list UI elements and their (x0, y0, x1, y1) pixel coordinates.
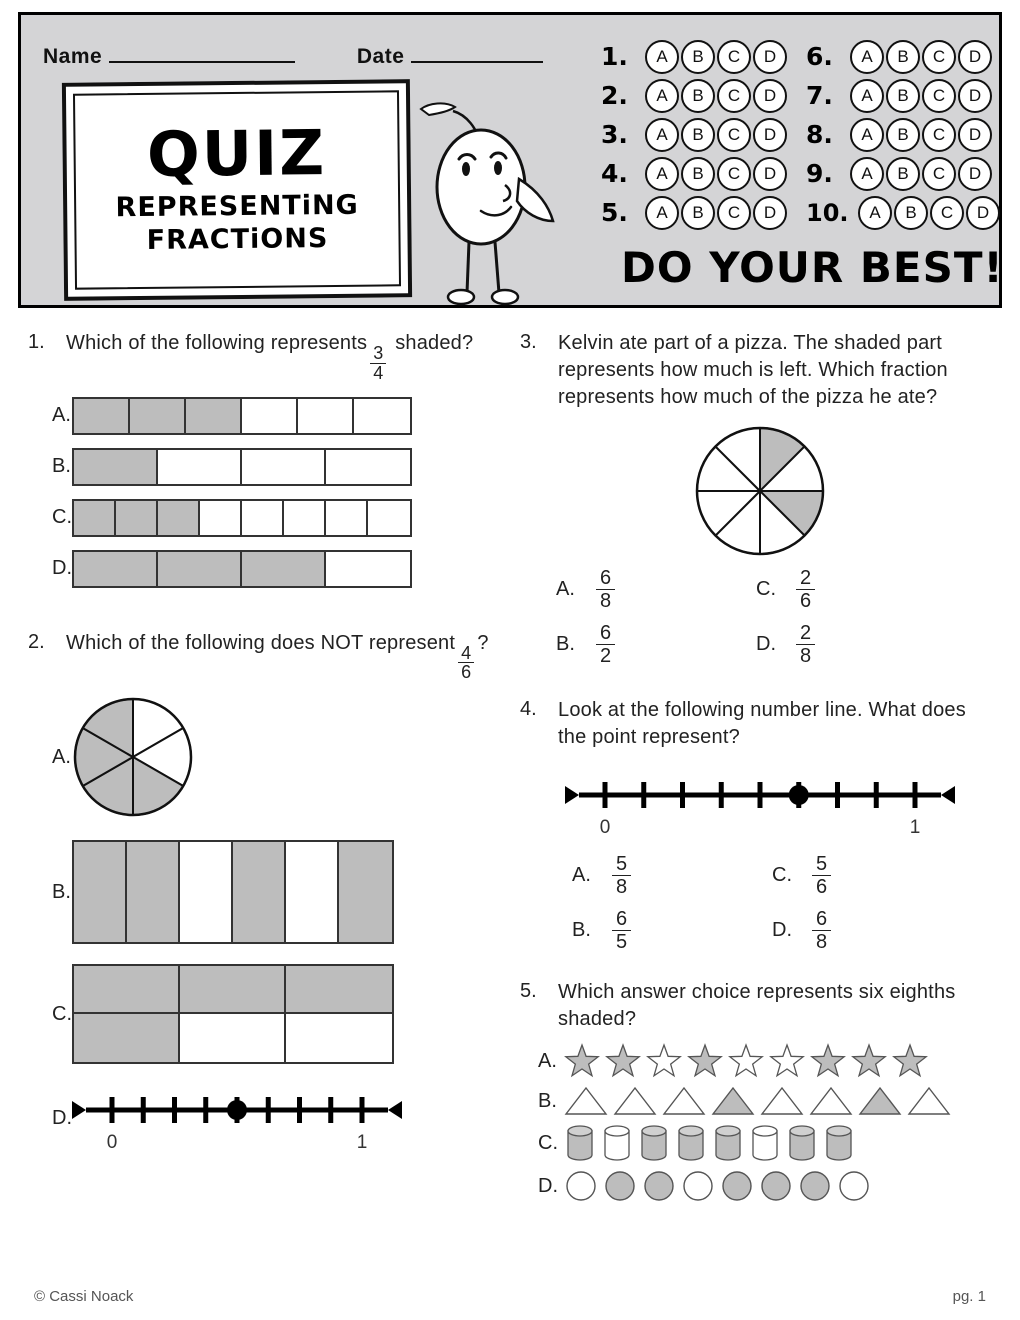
option-label-b: B. (52, 455, 71, 478)
bubble-row-number: 3. (601, 120, 628, 149)
circle-icon (603, 1169, 637, 1203)
bubble-3-D[interactable]: D (753, 118, 787, 152)
bubble-4-A[interactable]: A (645, 157, 679, 191)
fraction-6-8 (596, 567, 615, 612)
option-label-a: A. (52, 745, 71, 768)
bubble-5-D[interactable]: D (753, 196, 787, 230)
option-row[interactable] (28, 397, 498, 435)
fraction-denominator: 8 (596, 589, 615, 612)
bubble-row-number: 2. (601, 81, 628, 110)
question-2-number: 2. (28, 630, 45, 653)
option-label-d: D. (52, 557, 72, 580)
question-5-number: 5. (520, 980, 537, 1002)
question-5-options (520, 1043, 1000, 1203)
bar-cell (158, 450, 242, 484)
question-4-options (520, 853, 1000, 953)
option-label-c: C. (772, 864, 792, 886)
star-icon (892, 1043, 928, 1079)
bubble-row-8[interactable] (806, 118, 1011, 152)
bar-cell (326, 450, 410, 484)
bar-cell (242, 450, 326, 484)
bubble-8-C[interactable]: C (922, 118, 956, 152)
question-4-number: 4. (520, 698, 537, 720)
column-model-b[interactable] (72, 840, 394, 944)
option-label-d: D. (756, 633, 776, 655)
axis-tick-label: 0 (106, 1132, 118, 1153)
bubble-3-A[interactable]: A (645, 118, 679, 152)
answer-bubble-sheet[interactable] (601, 37, 1013, 235)
column-cell (74, 842, 127, 942)
option-label-d: D. (538, 1174, 558, 1197)
cylinder-icon (638, 1123, 670, 1163)
triangle-icon (613, 1085, 657, 1117)
option-b[interactable] (556, 622, 756, 667)
option-label-b: B. (556, 633, 575, 655)
bubble-row-number: 1. (601, 42, 628, 71)
cylinder-icon (786, 1123, 818, 1163)
fraction-denominator: 5 (612, 930, 631, 953)
bar-cell (200, 501, 242, 535)
date-label: Date (356, 45, 405, 68)
pie-model-a[interactable] (72, 696, 194, 818)
grid-cell (74, 966, 180, 1014)
option-a[interactable] (572, 853, 772, 898)
bubble-10-A[interactable]: A (858, 196, 892, 230)
bubble-row-number: 8. (806, 120, 833, 149)
bar-cell (74, 450, 158, 484)
star-icon (851, 1043, 887, 1079)
option-label-c: C. (756, 578, 776, 600)
option-label-c: C. (538, 1131, 558, 1154)
question-5 (520, 979, 1000, 1203)
question-2-options (28, 696, 498, 1152)
triangle-icon (907, 1085, 951, 1117)
pie-chart (72, 696, 194, 818)
option-d[interactable] (756, 622, 956, 667)
bubble-6-D[interactable]: D (958, 40, 992, 74)
fraction-denominator: 8 (612, 875, 631, 898)
bar-cell (186, 399, 242, 433)
page-footer (34, 1288, 986, 1305)
fraction-numerator: 2 (800, 622, 812, 644)
question-1-fraction (370, 344, 386, 383)
bar-cell (284, 501, 326, 535)
question-1-text (66, 330, 473, 383)
bubble-3-B[interactable]: B (681, 118, 715, 152)
circle-icon (681, 1169, 715, 1203)
question-2-stem-after: ? (477, 631, 489, 654)
bubble-8-D[interactable]: D (958, 118, 992, 152)
circle-icon (798, 1169, 832, 1203)
option-label-a: A. (52, 404, 71, 427)
column-cell (127, 842, 180, 942)
bubble-row-5[interactable] (601, 196, 806, 230)
option-row[interactable] (520, 1085, 1000, 1117)
bar-cell (158, 552, 242, 586)
fraction-numerator: 6 (616, 908, 628, 930)
bubble-row-3[interactable] (601, 118, 806, 152)
bubble-9-A[interactable]: A (850, 157, 884, 191)
encouragement-text: DO YOUR BEST! (621, 243, 1004, 292)
option-label-b: B. (572, 919, 591, 941)
column-cell (339, 842, 392, 942)
fraction-2-6 (796, 567, 815, 612)
triangle-icon (760, 1085, 804, 1117)
star-icon (605, 1043, 641, 1079)
question-5-text: Which answer choice represents six eighths shaded? (558, 981, 956, 1030)
copyright-text: © Cassi Noack (34, 1288, 134, 1305)
pizza-pie-figure (694, 425, 826, 557)
bar-cell (326, 552, 410, 586)
star-icon (769, 1043, 805, 1079)
fraction-6-8 (812, 908, 831, 953)
bar-cell (74, 399, 130, 433)
bubble-2-D[interactable]: D (753, 79, 787, 113)
option-row[interactable] (28, 964, 498, 1064)
bubble-7-A[interactable]: A (850, 79, 884, 113)
option-label-d: D. (52, 1106, 72, 1129)
bubble-6-C[interactable]: C (922, 40, 956, 74)
pie-chart (694, 425, 826, 557)
option-d[interactable] (772, 908, 972, 953)
grid-cell (286, 966, 392, 1014)
option-c[interactable] (772, 853, 972, 898)
star-icon (687, 1043, 723, 1079)
option-b[interactable] (572, 908, 772, 953)
column-cell (286, 842, 339, 942)
triangle-row[interactable] (564, 1085, 951, 1117)
bubble-row-2[interactable] (601, 79, 806, 113)
bubble-row-6[interactable] (806, 40, 1011, 74)
bubble-8-B[interactable]: B (886, 118, 920, 152)
right-question-column (520, 330, 1000, 1216)
question-1-options (28, 397, 498, 588)
fraction-numerator: 6 (816, 908, 828, 930)
mascot-character-icon (419, 95, 579, 310)
option-label-d: D. (772, 919, 792, 941)
bubble-row-number: 7. (806, 81, 833, 110)
page-number: pg. 1 (952, 1288, 986, 1305)
circle-icon (837, 1169, 871, 1203)
fraction-denominator: 8 (796, 644, 815, 667)
question-4 (520, 697, 1000, 953)
question-2 (28, 630, 498, 1153)
bubble-4-B[interactable]: B (681, 157, 715, 191)
grid-cell (74, 1014, 180, 1062)
question-3 (520, 330, 1000, 667)
number-line (72, 1084, 402, 1152)
bar-cell (158, 501, 200, 535)
bubble-3-C[interactable]: C (717, 118, 751, 152)
number-line-figure (565, 769, 955, 837)
circle-icon (720, 1169, 754, 1203)
bubble-8-A[interactable]: A (850, 118, 884, 152)
fraction-numerator: 3 (373, 342, 384, 363)
fraction-6-2 (596, 622, 615, 667)
bubble-6-A[interactable]: A (850, 40, 884, 74)
bubble-6-B[interactable]: B (886, 40, 920, 74)
arrow-icon (388, 1101, 402, 1119)
option-row[interactable] (520, 1123, 1000, 1163)
arrow-icon (941, 786, 955, 804)
bar-cell (326, 501, 368, 535)
question-1 (28, 330, 498, 588)
fraction-denominator: 2 (596, 644, 615, 667)
cylinder-icon (564, 1123, 596, 1163)
bubble-9-C[interactable]: C (922, 157, 956, 191)
grid-cell (180, 966, 286, 1014)
fraction-numerator: 4 (461, 642, 472, 663)
fraction-2-8 (796, 622, 815, 667)
option-label-a: A. (556, 578, 575, 600)
question-2-fraction (458, 644, 474, 683)
name-date-line (43, 45, 543, 69)
option-label-b: B. (52, 880, 71, 903)
bubble-2-B[interactable]: B (681, 79, 715, 113)
question-3-text: Kelvin ate part of a pizza. The shaded part represents how much is left. Which fraction represents how much of the pizza he ate? (558, 332, 948, 408)
question-2-stem: Which of the following does NOT represent (66, 631, 456, 654)
option-row[interactable] (28, 550, 498, 588)
circle-icon (642, 1169, 676, 1203)
fraction-numerator: 6 (600, 622, 612, 644)
grid-model-c[interactable] (72, 964, 394, 1064)
grid-cell (180, 1014, 286, 1062)
fraction-denominator: 8 (812, 930, 831, 953)
bubble-5-A[interactable]: A (645, 196, 679, 230)
name-label: Name (43, 45, 103, 68)
bubble-row-number: 10. (806, 198, 849, 227)
number-line (565, 769, 955, 837)
star-icon (646, 1043, 682, 1079)
fraction-numerator: 6 (600, 567, 612, 589)
bubble-2-A[interactable]: A (645, 79, 679, 113)
arrow-icon (72, 1101, 86, 1119)
star-icon (728, 1043, 764, 1079)
bubble-7-C[interactable]: C (922, 79, 956, 113)
cylinder-icon (675, 1123, 707, 1163)
circle-icon (759, 1169, 793, 1203)
bar-cell (354, 399, 410, 433)
option-row[interactable] (520, 1169, 1000, 1203)
quiz-title: QUIZ (146, 116, 327, 192)
bubble-5-C[interactable]: C (717, 196, 751, 230)
option-row[interactable] (28, 448, 498, 486)
bubble-1-C[interactable]: C (717, 40, 751, 74)
bubble-row-number: 9. (806, 159, 833, 188)
bar-cell (74, 501, 116, 535)
option-label-c: C. (52, 1002, 72, 1025)
question-4-text: Look at the following number line. What does the point represent? (558, 699, 966, 748)
question-3-number: 3. (520, 331, 537, 353)
bubble-9-B[interactable]: B (886, 157, 920, 191)
bar-cell (116, 501, 158, 535)
cylinder-row[interactable] (564, 1123, 855, 1163)
bar-cell (242, 552, 326, 586)
triangle-icon (858, 1085, 902, 1117)
bar-cell (74, 552, 158, 586)
fraction-5-8 (612, 853, 631, 898)
fraction-denominator: 6 (458, 662, 474, 682)
bubble-row-number: 6. (806, 42, 833, 71)
option-a[interactable] (556, 567, 756, 612)
circle-row[interactable] (564, 1169, 871, 1203)
bar-cell (298, 399, 354, 433)
question-4-figure (520, 769, 1000, 837)
fraction-denominator: 6 (796, 589, 815, 612)
plotted-point (227, 1100, 247, 1120)
option-row[interactable] (28, 1084, 498, 1152)
bubble-7-B[interactable]: B (886, 79, 920, 113)
bubble-9-D[interactable]: D (958, 157, 992, 191)
plotted-point (789, 785, 809, 805)
bar-model-a[interactable] (72, 397, 412, 435)
question-1-stem-after: shaded? (395, 332, 474, 354)
bar-model-d[interactable] (72, 550, 412, 588)
bar-cell (130, 399, 186, 433)
number-line-d[interactable] (72, 1084, 402, 1152)
bubble-1-A[interactable]: A (645, 40, 679, 74)
triangle-icon (564, 1085, 608, 1117)
axis-tick-label: 1 (356, 1132, 368, 1153)
bubble-row-number: 4. (601, 159, 628, 188)
option-label-b: B. (538, 1089, 557, 1112)
option-label-c: C. (52, 506, 72, 529)
bar-cell (242, 501, 284, 535)
arrow-icon (565, 786, 579, 804)
bubble-1-B[interactable]: B (681, 40, 715, 74)
bar-cell (242, 399, 298, 433)
quiz-subtitle-line1: REPRESENTiNG (115, 189, 359, 224)
option-row[interactable] (28, 696, 498, 818)
bubble-10-C[interactable]: C (930, 196, 964, 230)
bubble-1-D[interactable]: D (753, 40, 787, 74)
star-row[interactable] (564, 1043, 928, 1079)
question-3-figure (520, 425, 1000, 557)
bubble-10-D[interactable]: D (966, 196, 1000, 230)
bubble-5-B[interactable]: B (681, 196, 715, 230)
left-question-column (28, 330, 498, 1165)
fraction-6-5 (612, 908, 631, 953)
question-2-text (66, 630, 489, 683)
fraction-numerator: 5 (616, 853, 628, 875)
grid-cell (286, 1014, 392, 1062)
bubble-row-4[interactable] (601, 157, 806, 191)
star-icon (564, 1043, 600, 1079)
fraction-denominator: 4 (370, 363, 386, 383)
option-label-a: A. (538, 1049, 557, 1072)
date-input-line[interactable] (411, 45, 543, 63)
column-cell (233, 842, 286, 942)
bubble-row-10[interactable] (806, 196, 1011, 230)
bar-model-c[interactable] (72, 499, 412, 537)
bubble-row-number: 5. (601, 198, 628, 227)
fraction-5-6 (812, 853, 831, 898)
question-1-stem: Which of the following represents (66, 332, 368, 354)
option-label-a: A. (572, 864, 591, 886)
bubble-row-9[interactable] (806, 157, 1011, 191)
cylinder-icon (712, 1123, 744, 1163)
option-c[interactable] (756, 567, 956, 612)
star-icon (810, 1043, 846, 1079)
header-banner (18, 12, 1002, 308)
name-input-line[interactable] (109, 45, 295, 63)
cylinder-icon (749, 1123, 781, 1163)
question-1-number: 1. (28, 331, 45, 353)
axis-tick-label: 1 (909, 817, 921, 837)
quiz-subtitle-line2: FRACTiONS (146, 223, 329, 256)
bubble-row-1[interactable] (601, 40, 806, 74)
fraction-denominator: 6 (812, 875, 831, 898)
bubble-2-C[interactable]: C (717, 79, 751, 113)
cylinder-icon (823, 1123, 855, 1163)
circle-icon (564, 1169, 598, 1203)
cylinder-icon (601, 1123, 633, 1163)
option-row[interactable] (28, 499, 498, 537)
question-3-options (520, 567, 1000, 667)
column-cell (180, 842, 233, 942)
fraction-numerator: 5 (816, 853, 828, 875)
bubble-4-D[interactable]: D (753, 157, 787, 191)
triangle-icon (711, 1085, 755, 1117)
axis-tick-label: 0 (599, 817, 611, 837)
triangle-icon (809, 1085, 853, 1117)
fraction-numerator: 2 (800, 567, 812, 589)
bar-model-b[interactable] (72, 448, 412, 486)
option-row[interactable] (28, 840, 498, 944)
bubble-10-B[interactable]: B (894, 196, 928, 230)
bar-cell (368, 501, 410, 535)
bubble-row-7[interactable] (806, 79, 1011, 113)
triangle-icon (662, 1085, 706, 1117)
bubble-4-C[interactable]: C (717, 157, 751, 191)
quiz-sign (62, 79, 412, 301)
bubble-7-D[interactable]: D (958, 79, 992, 113)
option-row[interactable] (520, 1043, 1000, 1079)
